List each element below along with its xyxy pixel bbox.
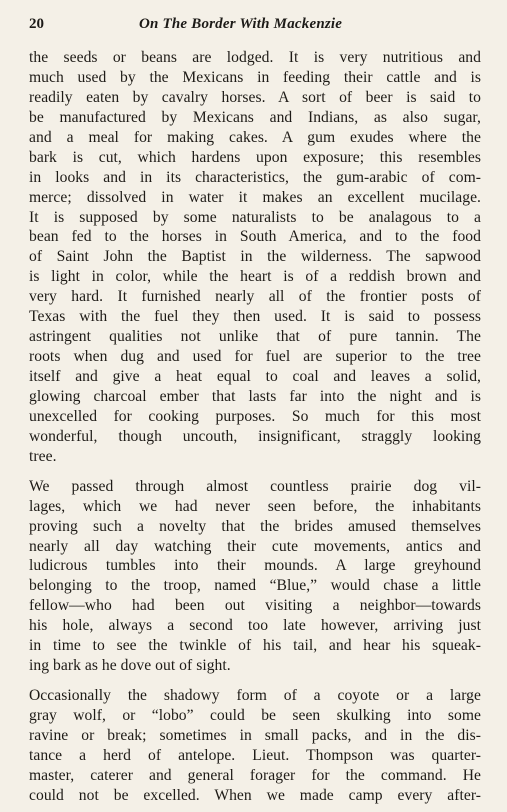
text-line: tree. — [29, 447, 57, 465]
text-line: very hard. It furnished nearly all of the frontier posts of — [29, 288, 481, 306]
text-line: ludicrous tumbles into their mounds. A large greyhound — [29, 557, 481, 575]
text-line: merce; dissolved in water it makes an excellent mucilage. — [29, 188, 481, 206]
text-line: his hole, always a second too late however, arriving just — [29, 617, 481, 635]
paragraph — [29, 48, 481, 467]
text-line: readily eaten by cavalry horses. A sort of beer is said to — [29, 88, 481, 106]
text-line: tance a herd of antelope. Lieut. Thompson was quarter- — [29, 746, 481, 764]
running-title: On The Border With Mackenzie — [139, 16, 343, 32]
text-line: proving such a novelty that the brides amused themselves — [29, 517, 481, 535]
text-line: nearly all day watching their cute movements, antics and — [29, 537, 481, 555]
text-line: lages, which we had never seen before, the inhabitants — [29, 497, 481, 515]
text-line: ravine or break; sometimes in small packs, and in the dis- — [29, 726, 481, 744]
text-line: bark is cut, which hardens upon exposure; this resembles — [29, 148, 481, 166]
page-number: 20 — [29, 16, 44, 32]
paragraph — [29, 686, 481, 806]
text-line: astringent qualities not unlike that of pure tannin. The — [29, 328, 481, 346]
text-line: roots when dug and used for fuel are superior to the tree — [29, 348, 481, 366]
text-line: of Saint John the Baptist in the wilderness. The sapwood — [29, 248, 481, 266]
text-line: fellow—who had been out visiting a neighbor—towards — [29, 597, 481, 615]
paragraph — [29, 477, 481, 676]
text-line: much used by the Mexicans in feeding their cattle and is — [29, 68, 481, 86]
text-line: glowing charcoal ember that lasts far into the night and is — [29, 387, 481, 405]
text-line: wonderful, though uncouth, insignificant, straggly looking — [29, 427, 481, 445]
text-line: gray wolf, or “lobo” could be seen skulking into some — [29, 707, 481, 724]
page-header — [29, 10, 487, 34]
text-line: bean fed to the horses in South America, and to the food — [29, 228, 481, 246]
text-line: Occasionally the shadowy form of a coyote or a large — [29, 687, 481, 705]
text-line: be manufactured by Mexicans and Indians, as also sugar, — [29, 108, 481, 126]
text-line: ing bark as he dove out of sight. — [29, 657, 231, 675]
text-line: Texas with the fuel they then used. It is said to possess — [29, 308, 481, 326]
text-line: in time to see the twinkle of his tail, and hear his squeak- — [29, 637, 481, 655]
text-line: could not be excelled. When we made camp every after- — [29, 786, 481, 804]
text-line: is light in color, while the heart is of a reddish brown and — [29, 268, 481, 286]
text-line: We passed through almost countless prairie dog vil- — [29, 477, 481, 495]
text-line: in looks and in its characteristics, the gum-arabic of com- — [29, 168, 481, 186]
text-line: unexcelled for cooking purposes. So much for this most — [29, 407, 481, 425]
text-line: the seeds or beans are lodged. It is very nutritious and — [29, 49, 481, 66]
text-line: It is supposed by some naturalists to be analagous to a — [29, 208, 481, 226]
body-text — [29, 48, 481, 806]
text-line: and a meal for making cakes. A gum exudes where the — [29, 128, 481, 146]
text-line: itself and give a heat equal to coal and leaves a solid, — [29, 368, 481, 385]
text-line: belonging to the troop, named “Blue,” would chase a little — [29, 577, 481, 595]
text-line: master, caterer and general forager for the command. He — [29, 766, 481, 784]
